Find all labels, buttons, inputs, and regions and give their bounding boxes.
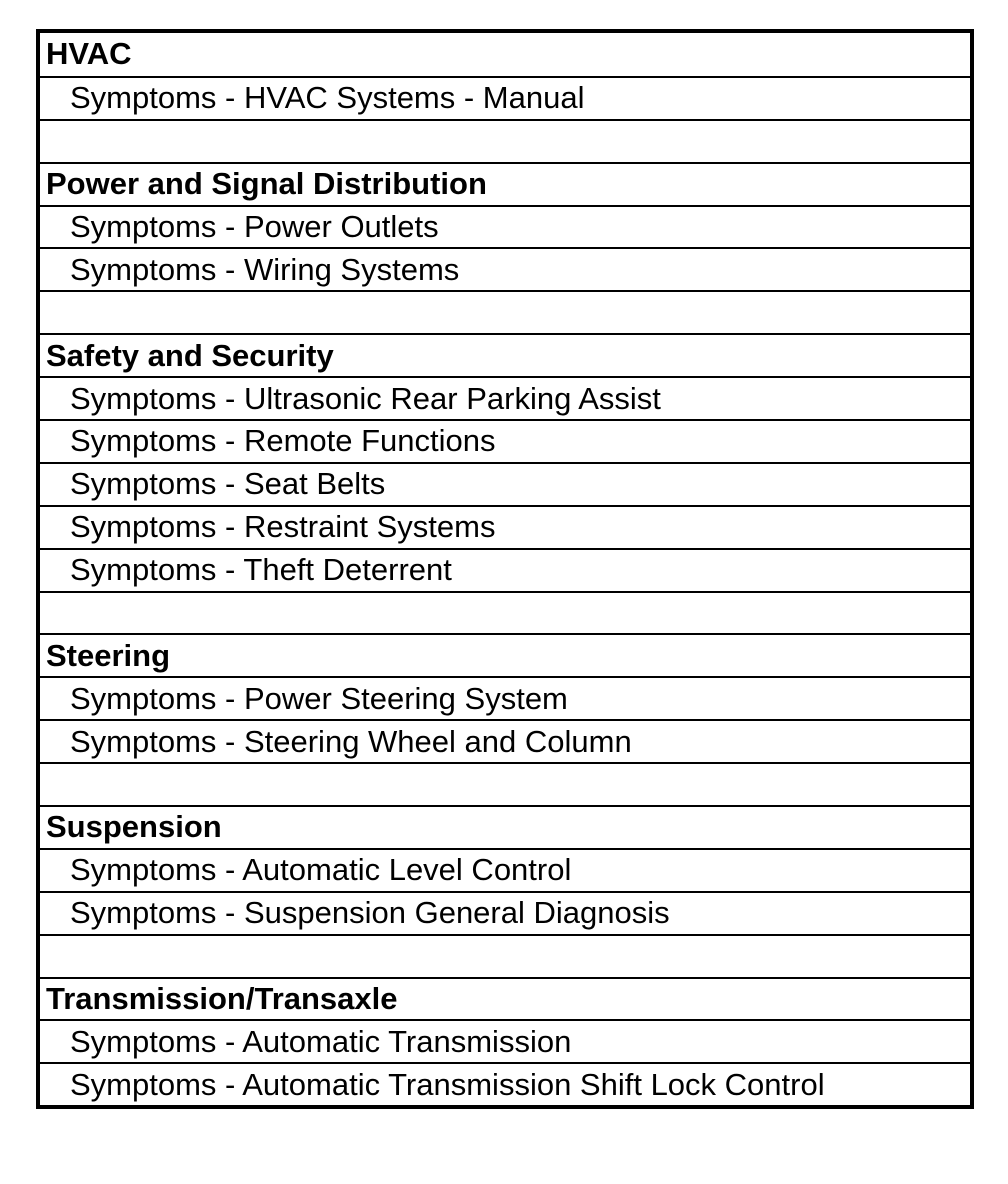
symptom-link[interactable]: Symptoms - HVAC Systems - Manual: [40, 76, 970, 119]
symptom-link[interactable]: Symptoms - Steering Wheel and Column: [40, 719, 970, 762]
symptom-link[interactable]: Symptoms - Theft Deterrent: [40, 548, 970, 591]
blank-row: [40, 591, 970, 634]
blank-row: [40, 290, 970, 333]
section-heading: Transmission/Transaxle: [40, 977, 970, 1020]
symptom-link[interactable]: Symptoms - Seat Belts: [40, 462, 970, 505]
symptom-link[interactable]: Symptoms - Remote Functions: [40, 419, 970, 462]
symptom-link[interactable]: Symptoms - Restraint Systems: [40, 505, 970, 548]
symptom-link[interactable]: Symptoms - Power Outlets: [40, 205, 970, 248]
blank-row: [40, 934, 970, 977]
section-heading: HVAC: [46, 36, 132, 72]
section-heading: Power and Signal Distribution: [40, 162, 970, 205]
symptom-link[interactable]: Symptoms - Wiring Systems: [40, 247, 970, 290]
section-heading: Safety and Security: [40, 333, 970, 376]
section-heading: Steering: [40, 633, 970, 676]
symptom-link[interactable]: Symptoms - Ultrasonic Rear Parking Assist: [40, 376, 970, 419]
section-heading: Suspension: [40, 805, 970, 848]
symptom-link[interactable]: Symptoms - Automatic Level Control: [40, 848, 970, 891]
symptom-link[interactable]: Symptoms - Power Steering System: [40, 676, 970, 719]
symptom-link[interactable]: Symptoms - Automatic Transmission: [40, 1019, 970, 1062]
symptom-link[interactable]: Symptoms - Suspension General Diagnosis: [40, 891, 970, 934]
blank-row: [40, 762, 970, 805]
blank-row: [40, 119, 970, 162]
symptoms-index-table: [36, 29, 974, 1109]
symptom-link[interactable]: Symptoms - Automatic Transmission Shift Lock Control: [40, 1062, 970, 1105]
